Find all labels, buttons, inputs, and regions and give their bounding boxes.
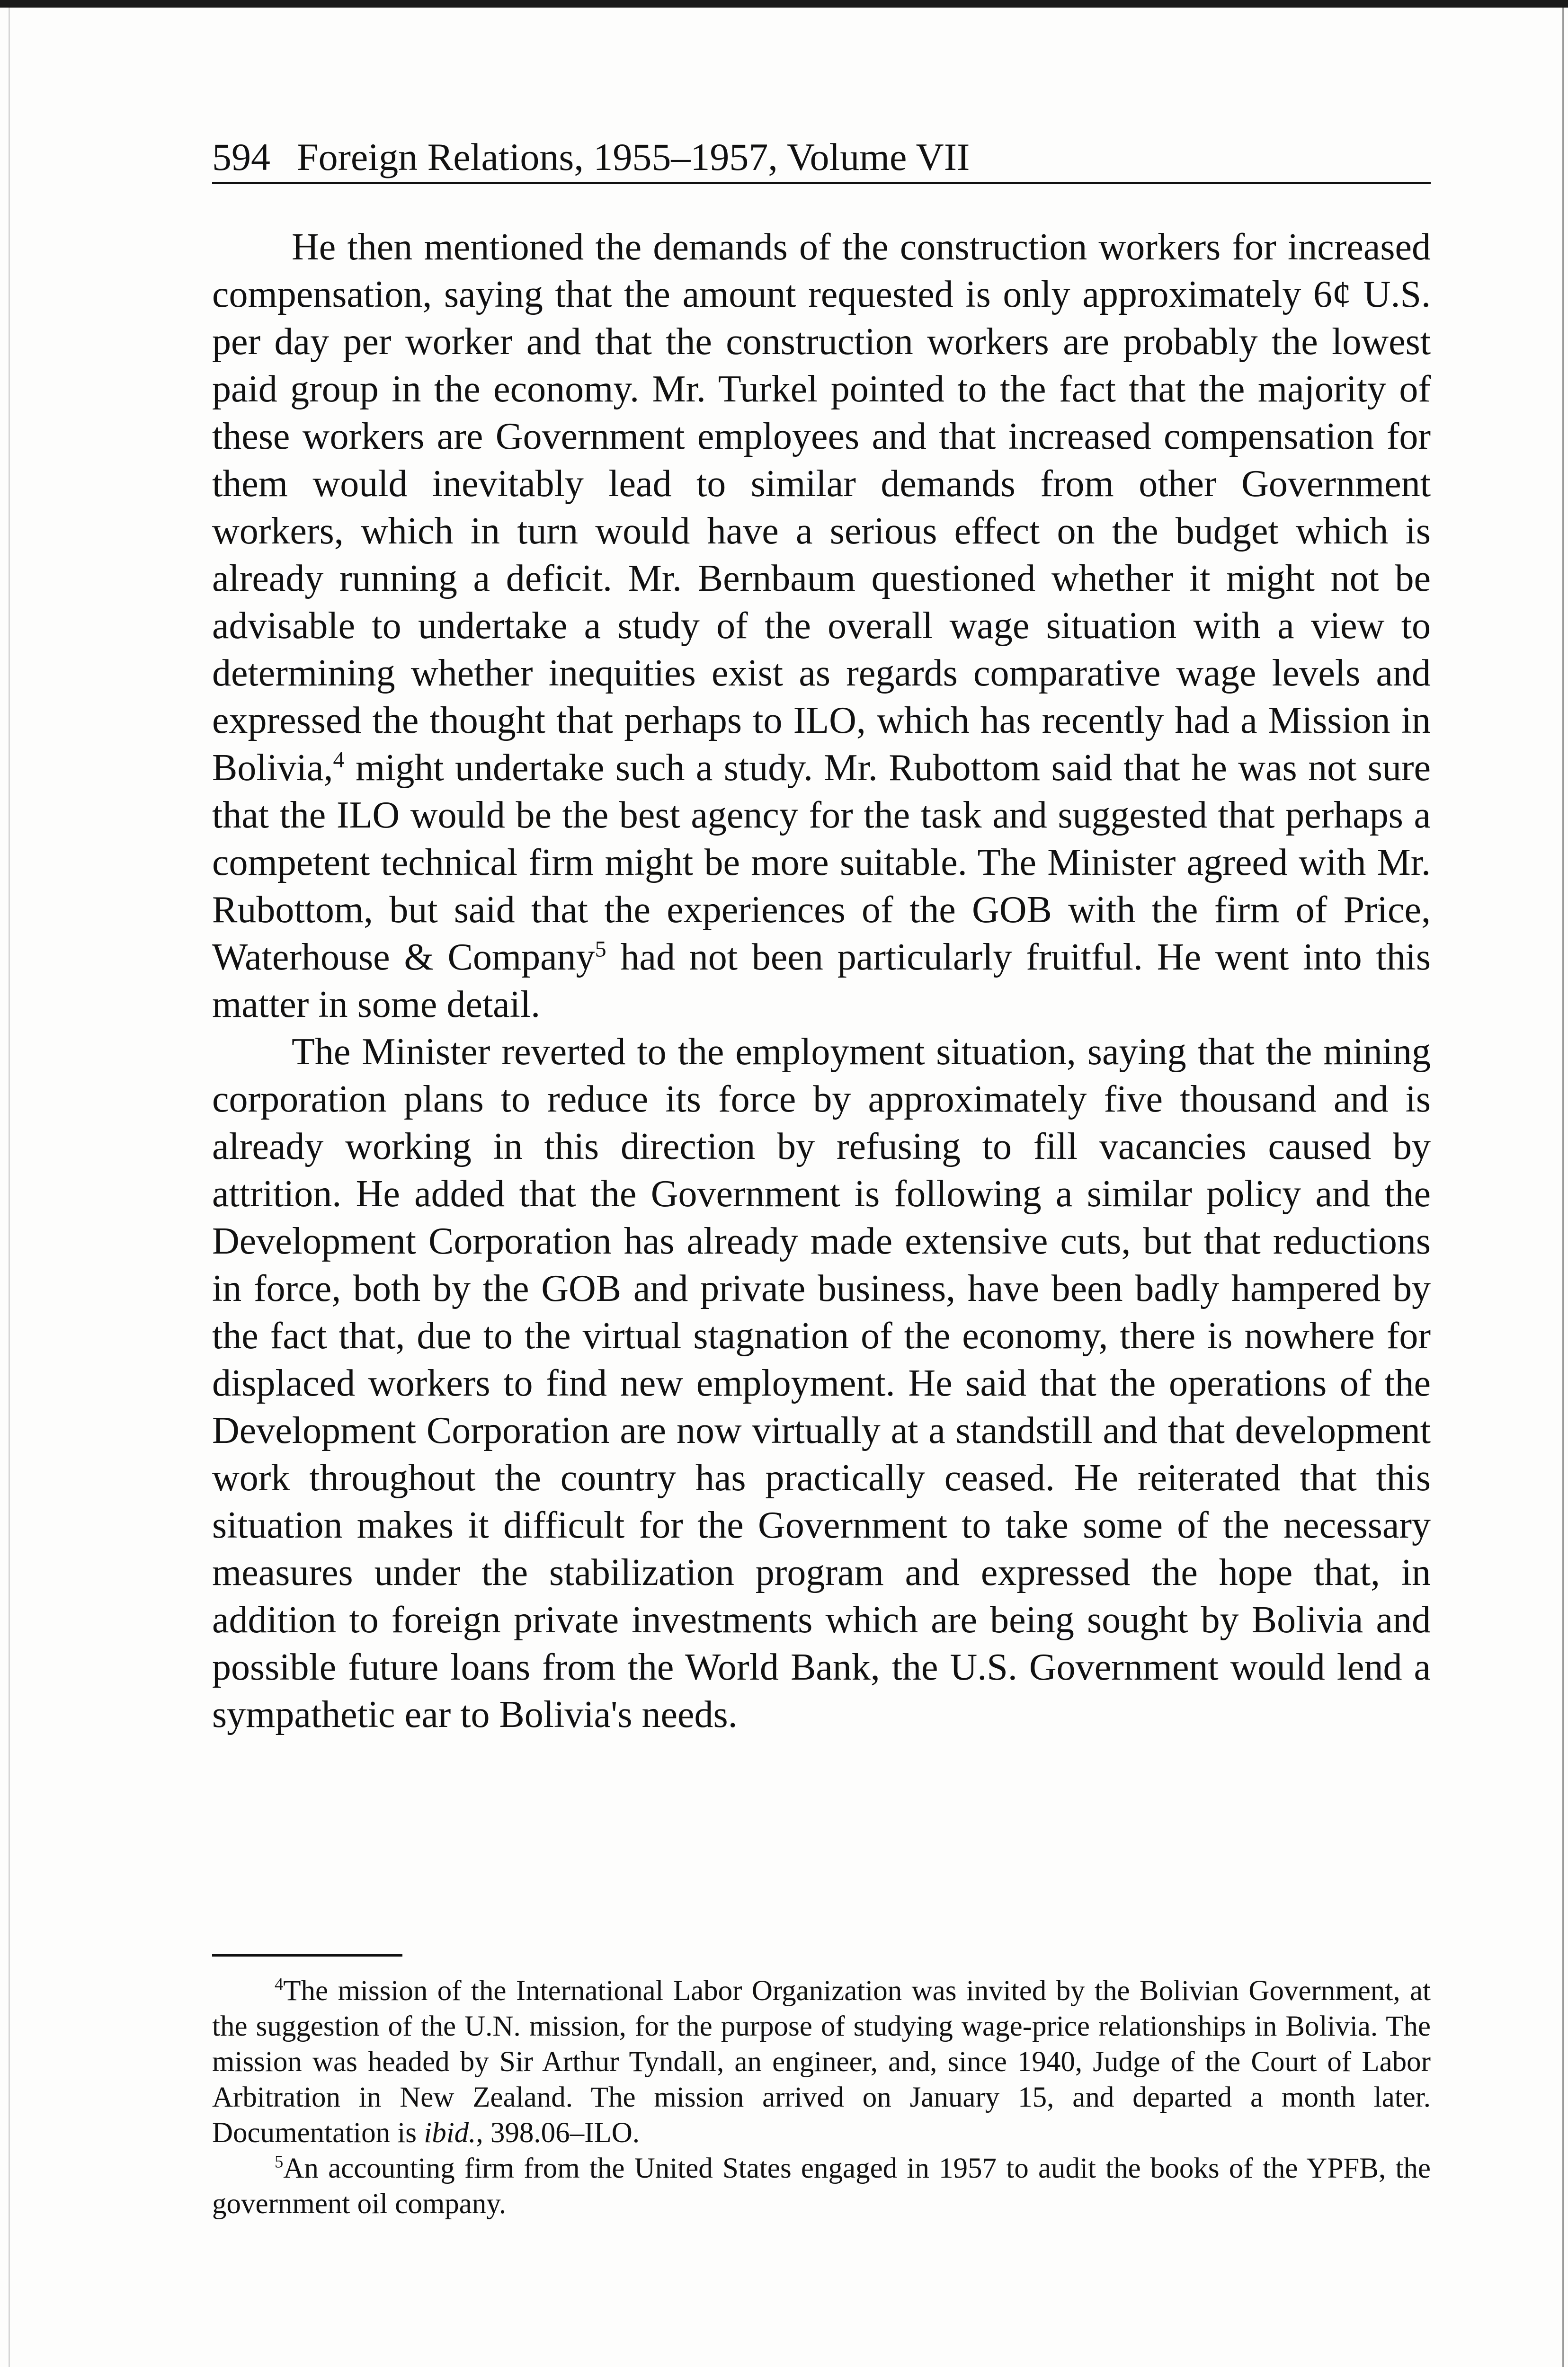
footnote-5-text: An accounting firm from the United States engaged in 1957 to audit the books of the YPFB, the government oil company. xyxy=(212,2153,1431,2220)
book-title: Foreign Relations, 1955–1957, Volume VII xyxy=(297,135,970,178)
footnotes xyxy=(212,1973,1431,2222)
scan-left-edge xyxy=(9,8,10,2367)
running-head xyxy=(212,133,1431,184)
paragraph-2: The Minister reverted to the employment situation, saying that the mining corporation plans to reduce its force by approximately five thousand and is already working in this direction by refusing to fill vacancies caused by attrition. He added that the Government is following a similar policy and the Development Corporation has already made extensive cuts, but that reductions in force, both by the GOB and private business, have been badly hampered by the fact that, due to the virtual stagnation of the economy, there is nowhere for displaced workers to find new employment. He said that the operations of the Development Corporation are now virtually at a standstill and that development work throughout the country has practically ceased. He reiterated that this situation makes it difficult for the Government to take some of the necessary measures under the stabilization program and expressed the hope that, in addition to foreign private investments which are being sought by Bolivia and possible future loans from the World Bank, the U.S. Government would lend a sympathetic ear to Bolivia's needs. xyxy=(212,1031,1431,1735)
paragraph-1-part-a: He then mentioned the demands of the construction workers for increased compensation, saying that the amount requested is only approximately 6¢ U.S. per day per worker and that the construction workers are probably the lowest paid group in the economy. Mr. Turkel pointed to the fact that the majority of these workers are Government employees and that increased compensation for them would inevitably lead to similar demands from other Government workers, which in turn would have a serious effect on the budget which is already running a deficit. Mr. Bernbaum questioned whether it might not be advisable to undertake a study of the overall wage situation with a view to determining whether inequities exist as regards comparative wage levels and expressed the thought that perhaps to ILO, which has recently had a Mission in Bolivia, xyxy=(212,226,1431,789)
paragraph-1 xyxy=(212,223,1431,1028)
footnote-4-marker: 4 xyxy=(275,1974,284,1994)
scan-right-edge xyxy=(1562,8,1564,2367)
footnote-4 xyxy=(212,1973,1431,2151)
paragraph-1-part-c: had not been particularly fruitful. He went into this matter in some detail. xyxy=(212,936,1431,1025)
footnote-ref-4: 4 xyxy=(333,747,345,773)
footnote-4-text: The mission of the International Labor Organization was invited by the Bolivian Government, at the suggestion of the U.N. mission, for the purpose of studying wage-price relationships in Bolivia. The mission was headed by Sir Arthur Tyndall, an engineer, and, since 1940, Judge of the Court of Labor Arbitration in New Zealand. The mission arrived on January 15, and departed a month later. Documentation is xyxy=(212,1975,1431,2149)
paragraph-1-part-b: might undertake such a study. Mr. Rubottom said that he was not sure that the ILO would be the best agency for the task and suggested that perhaps a competent technical firm might be more suitable. The Minister agreed with Mr. Rubottom, but said that the experiences of the GOB with the firm of Price, Waterhouse & Company xyxy=(212,747,1431,978)
footnote-5 xyxy=(212,2151,1431,2222)
footnote-ref-5: 5 xyxy=(595,936,606,962)
body-text xyxy=(212,223,1431,1738)
footnote-5-marker: 5 xyxy=(275,2152,284,2171)
page-number: 594 xyxy=(212,135,270,178)
scan-top-edge xyxy=(0,0,1568,8)
footnote-4-ibid: ibid., xyxy=(424,2117,483,2149)
footnote-divider xyxy=(212,1954,402,1957)
footnote-4-tail: 398.06–ILO. xyxy=(483,2117,640,2149)
